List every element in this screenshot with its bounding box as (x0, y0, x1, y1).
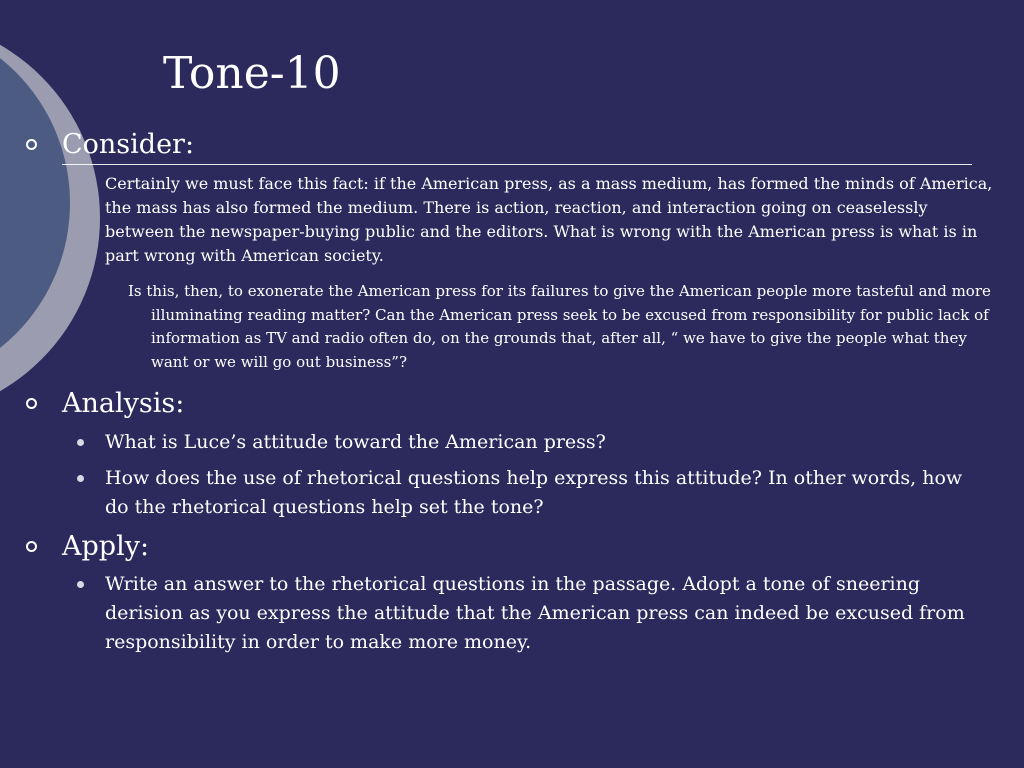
consider-paragraph: Certainly we must face this fact: if the American press, as a mass medium, has formed the minds of America, the mass has also formed the medium. There is action, reaction, and interaction going on ceaselessly between the newspaper-buying public and the editors. What is wrong with the American press is what is in part wrong with American society. (105, 174, 993, 265)
consider-heading: Consider: (62, 129, 195, 160)
bullet-dot-icon (77, 475, 84, 482)
bullet-dot-icon (77, 439, 84, 446)
analysis-item: What is Luce’s attitude toward the American press? (105, 431, 606, 453)
bullet-dot-icon (77, 581, 84, 588)
bullet-dot-icon (79, 181, 83, 185)
hollow-circle-icon (26, 398, 37, 409)
slide-title: Tone-10 (163, 48, 341, 99)
apply-item: Write an answer to the rhetorical questions in the passage. Adopt a tone of sneering derision as you express the attitude that the American press can indeed be excused from responsibility in order to make more money. (105, 573, 965, 653)
consider-subparagraph: Is this, then, to exonerate the American press for its failures to give the American people more tasteful and more illuminating reading matter? Can the American press seek to be excused from responsibility for public lack of information as TV and radio often do, on the grounds that, after all, “ we have to give the people what they want or we will go out business”? (128, 282, 991, 371)
hollow-circle-icon (26, 541, 37, 552)
analysis-heading: Analysis: (62, 388, 185, 419)
heading-underline (62, 164, 972, 165)
hollow-circle-icon (26, 139, 37, 150)
analysis-item: How does the use of rhetorical questions help express this attitude? In other words, how do the rhetorical questions help set the tone? (105, 467, 963, 518)
apply-heading: Apply: (62, 531, 150, 562)
